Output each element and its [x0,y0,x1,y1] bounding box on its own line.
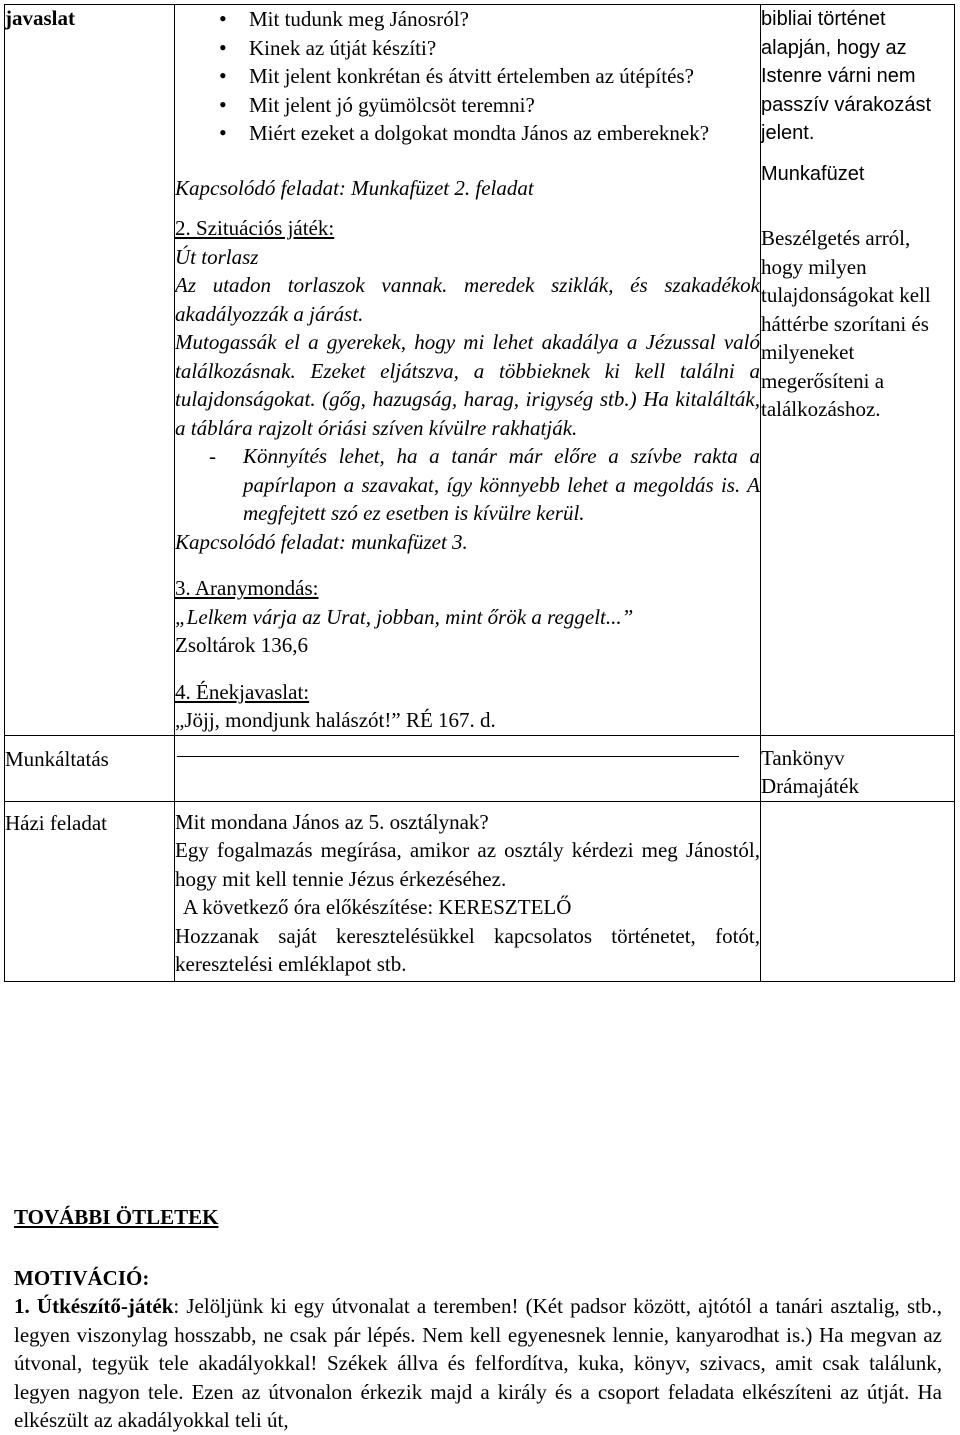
question-item: • Mit jelent konkrétan és átvitt értelemben az útépítés? [175,62,760,91]
task2-note [175,442,760,528]
task2-body: Mutogassák el a gyerekek, hogy mi lehet akadálya a Jézussal való találkozásnak. Ezeket eljátszva, a többieknek ki kell találni a tulajdonságokat. (gőg, hazugság, harag, irigység stb.) Ha kitalálták, a táblára rajzolt óriási szíven kívülre rakhatják. [175,330,760,440]
question-item: • Miért ezeket a dolgokat mondta János az embereknek? [175,119,760,148]
notes-top: bibliai történet alapján, hogy az Istenre várni nem passzív várakozást jelent. [761,8,932,144]
homework-line-2: Egy fogalmazás megírása, amikor az osztály kérdezi meg Jánostól, hogy mit kell tennie Jézus érkezéséhez. [175,838,760,891]
task2-intro: Az utadon torlaszok vannak. meredek sziklák, és szakadékok akadályozzák a járást. [175,273,760,326]
javaslat-notes [761,5,955,736]
row-label-munkaltatas: Munkáltatás [5,735,175,801]
lesson-plan-table [4,4,955,982]
munkaltatas-content [175,735,761,801]
note-text: Könnyítés lehet, ha a tanár már előre a szívbe rakta a papírlapon a szavakat, így könnyebb lehet a megoldás is. A megfejtett szó ez esetben is kívülre kerül. [243,444,760,525]
game-title: 1. Útkészítő-játék [14,1294,174,1318]
javaslat-content [175,5,761,736]
row-hazi-feladat [5,801,955,981]
note-dash: - [209,444,216,468]
notes-discussion: Beszélgetés arról, hogy milyen tulajdonságokat kell háttérbe szorítani és milyeneket megerősíteni a találkozáshoz. [761,226,931,421]
question-item: • Kinek az útját készíti? [175,34,760,63]
related-task-2: Kapcsolódó feladat: munkafüzet 3. [175,529,468,554]
task3-quote: „Lelkem várja az Urat, jobban, mint őrök a reggelt...” [175,604,634,629]
task3-heading: 3. Aranymondás: [175,576,319,600]
task2-heading: 2. Szituációs játék: [175,216,335,240]
task2-title: Út torlasz [175,244,259,269]
homework-line-1: Mit mondana János az 5. osztálynak? [175,809,489,834]
tool-textbook: Tankönyv [761,745,845,770]
tool-drama: Drámajáték [761,774,859,798]
motivation-heading: MOTIVÁCIÓ: [14,1266,150,1290]
task4-song: „Jöjj, mondjunk halászót!” RÉ 167. d. [175,708,496,732]
question-list [175,5,760,148]
hazi-empty [761,801,955,981]
further-ideas-heading: TOVÁBBI ÖTLETEK [14,1205,219,1229]
blank-line [177,756,739,757]
motivation-paragraph [14,1292,942,1435]
question-item: • Mit tudunk meg Jánosról? [175,5,760,34]
homework-line-4: Hozzanak saját keresztelésükkel kapcsolatos történetet, fotót, keresztelési emléklapot stb. [175,923,760,976]
row-label-javaslat: javaslat [5,5,175,736]
row-label-hazi: Házi feladat [5,801,175,981]
homework-line-3: A következő óra előkészítése: KERESZTELŐ [183,895,572,919]
hazi-content [175,801,761,981]
task3-reference: Zsoltárok 136,6 [175,633,308,657]
row-javaslat [5,5,955,736]
question-item: • Mit jelent jó gyümölcsöt teremni? [175,91,760,120]
munkaltatas-tools [761,735,955,801]
task4-heading: 4. Énekjavaslat: [175,679,310,704]
notes-workbook: Munkafüzet [761,162,865,185]
related-task-1: Kapcsolódó feladat: Munkafüzet 2. feladat [175,175,534,200]
game-text: : Jelöljünk ki egy útvonalat a teremben! (Két padsor között, ajtótól a tanári asztalig, stb., legyen viszonylag hosszabb, ne csak pár lépés. Nem kell egyenesnek lennie, kanyarodhat is.) Ha megvan az útvonal, tegyük tele akadályokkal! Székek állva és felfordítva, kuka, könyv, szivacs, amit csak találunk, legyen nagyon tele. Ezen az útvonalon érkezik majd a király és a csoport feladata elkészíteni az útját. Ha elkészült az akadályokkal teli út, [14,1294,942,1432]
row-munkaltatas [5,735,955,801]
